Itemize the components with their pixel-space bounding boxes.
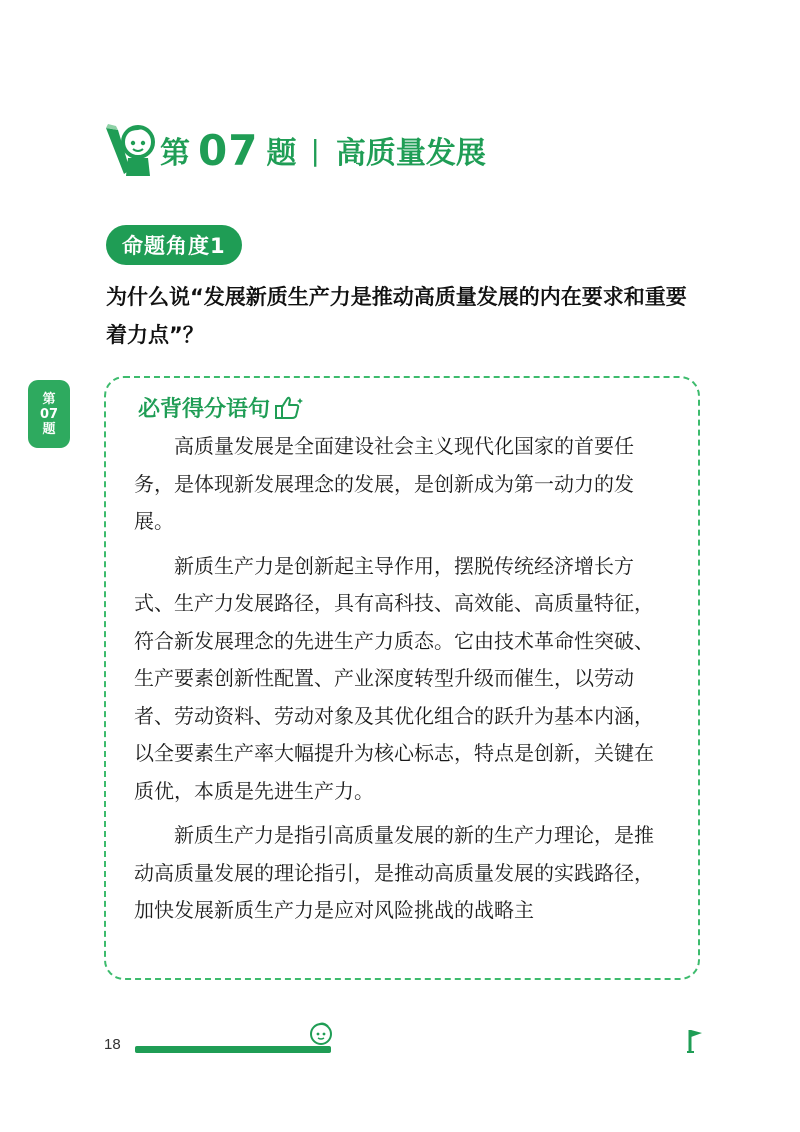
mascot-icon [104,118,160,178]
chapter-separator: | [310,133,320,167]
question-angle-label: 命题角度1 [122,234,226,258]
side-tab-line1: 第 [42,391,56,407]
chapter-suffix: 题 [266,136,297,171]
chapter-prefix: 第 [160,136,190,171]
chapter-number: 07 [198,125,259,175]
page-number: 18 [104,1036,121,1053]
thumbs-up-icon [274,395,304,421]
answer-header [138,392,304,423]
side-tab-line2: 07 [39,406,59,422]
mascot-face-icon [308,1018,334,1046]
question-text: 为什么说“发展新质生产力是推动高质量发展的内在要求和重要着力点”？ [106,285,687,347]
side-tab-line3: 题 [42,421,56,437]
chapter-topic: 高质量发展 [335,136,486,171]
answer-paragraph: 新质生产力是创新起主导作用，摆脱传统经济增长方式、生产力发展路径，具有高科技、高效能、高质量特征，符合新发展理念的先进生产力质态。它由技术革命性突破、生产要素创新性配置、产业深度转型升级而催生，以劳动者、劳动资料、劳动对象及其优化组合的跃升为基本内涵，以全要素生产率大幅提升为核心标志，特点是创新，关键在质优，本质是先进生产力。 [134,553,654,803]
answer-paragraph: 新质生产力是指引高质量发展的新的生产力理论，是推动高质量发展的理论指引，是推动高质量发展的实践路径，加快发展新质生产力是应对风险挑战的战略主 [134,823,654,922]
answer-heading: 必背得分语句 [138,397,271,422]
side-chapter-tab [28,380,70,448]
footer-bar [135,1046,331,1053]
answer-paragraph: 高质量发展是全面建设社会主义现代化国家的首要任务，是体现新发展理念的发展，是创新成为第一动力的发展。 [134,434,634,533]
chapter-title [160,124,486,176]
answer-box [104,376,700,980]
answer-body [134,428,672,930]
flag-icon [684,1026,706,1054]
question-angle-badge [106,225,242,265]
